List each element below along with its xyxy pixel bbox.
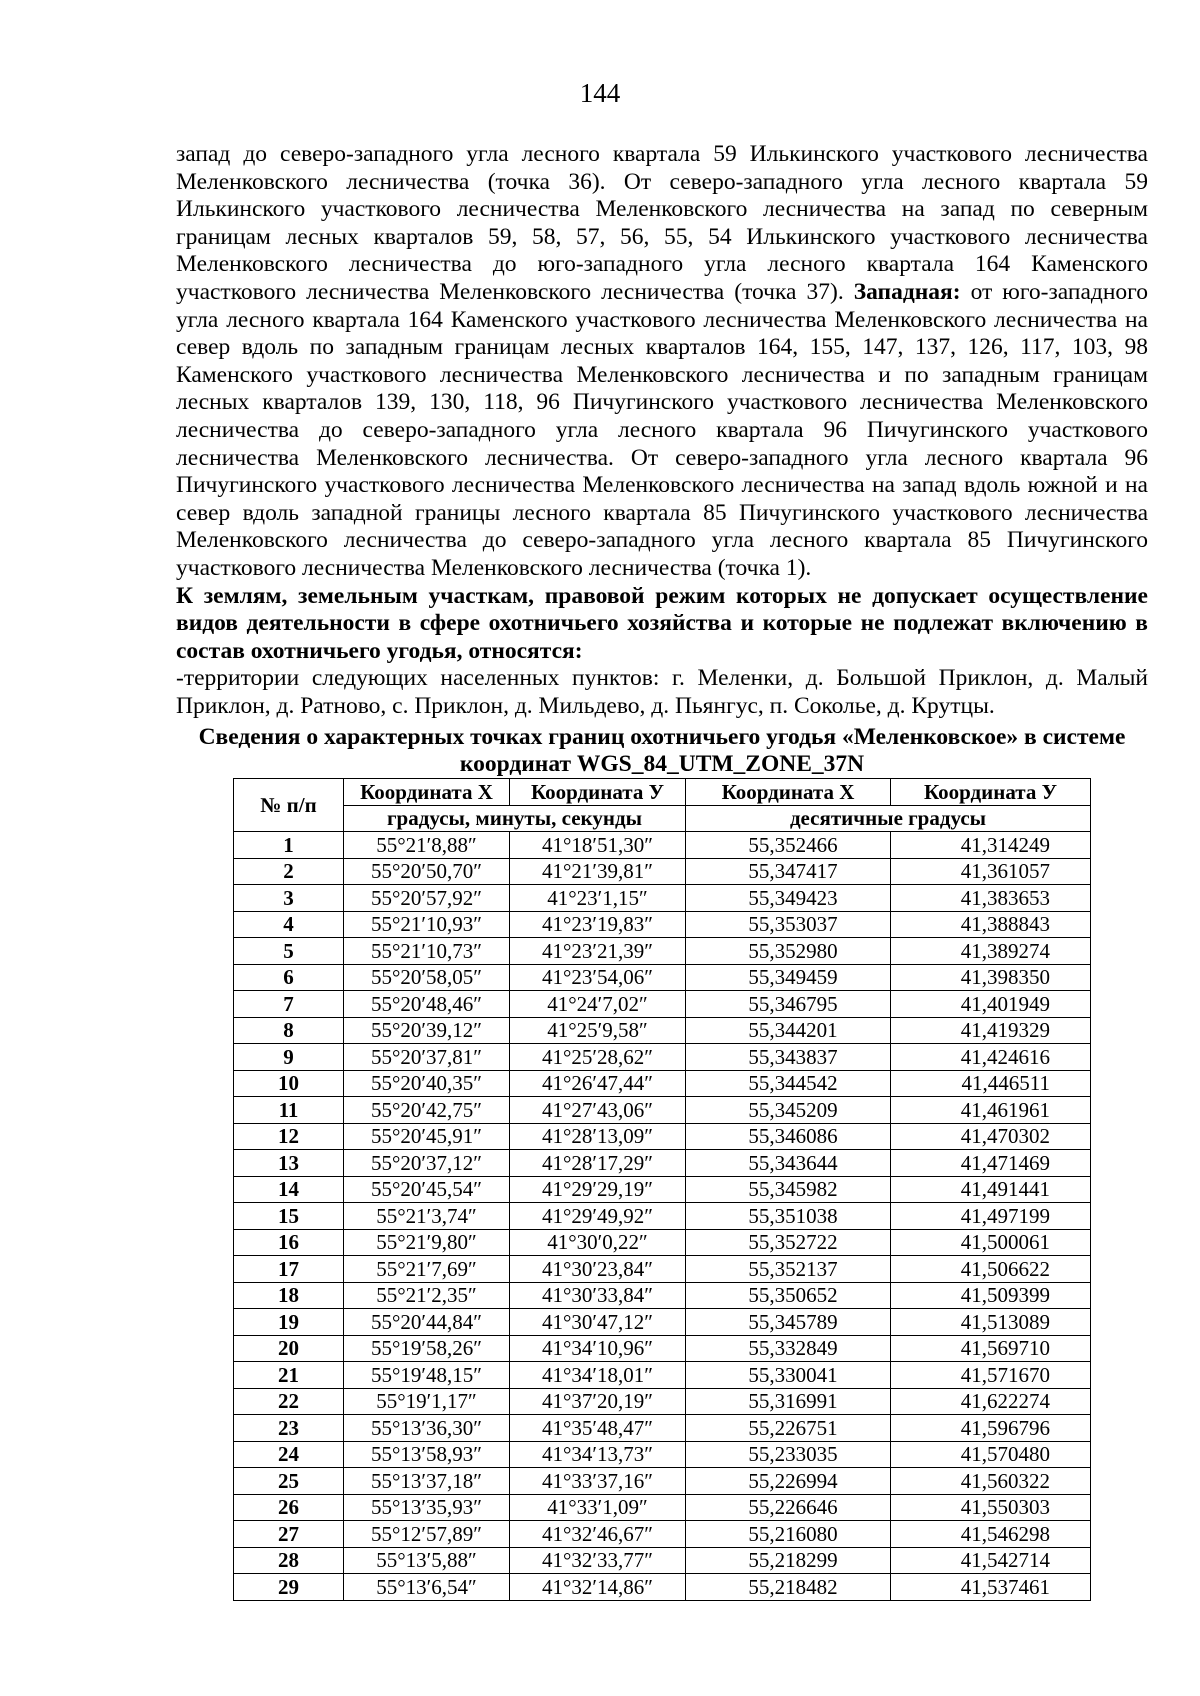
cell-coord-y-dms: 41°30′47,12″ (510, 1309, 686, 1336)
table-row (234, 1070, 1091, 1097)
cell-coord-y-decimal: 41,471469 (891, 1150, 1091, 1177)
paragraph-part-1: запад до северо-западного угла лесного квартала 59 Илькинского участкового лесничества Меленковского лесничества (точка 36). От северо-западного угла лесного квартала 59 Илькинского участкового лесничества Меленковского лесничества на запад по северным границам лесных кварталов 59, 58, 57, 56, 55, 54 Илькинского участкового лесничества Меленковского лесничества до юго-западного угла лесного квартала 164 Каменского участкового лесничества Меленковского лесничества (точка 37). (176, 141, 1148, 305)
cell-coord-x-decimal: 55,226751 (686, 1415, 891, 1442)
cell-point-number: 27 (234, 1521, 344, 1548)
table-row (234, 885, 1091, 912)
cell-coord-x-dms: 55°21′2,35″ (344, 1282, 510, 1309)
cell-coord-y-decimal: 41,491441 (891, 1176, 1091, 1203)
table-row (234, 991, 1091, 1018)
paragraph-boundary-description (176, 141, 1148, 583)
cell-coord-x-decimal: 55,349423 (686, 885, 891, 912)
cell-coord-x-decimal: 55,233035 (686, 1441, 891, 1468)
coordinates-table (233, 778, 1091, 1601)
header-decimal-group: десятичные градусы (686, 805, 1091, 832)
cell-coord-x-dms: 55°20′57,92″ (344, 885, 510, 912)
cell-coord-y-decimal: 41,542714 (891, 1547, 1091, 1574)
cell-coord-x-dms: 55°21′7,69″ (344, 1256, 510, 1283)
cell-coord-y-dms: 41°34′18,01″ (510, 1362, 686, 1389)
cell-point-number: 19 (234, 1309, 344, 1336)
cell-coord-y-dms: 41°32′33,77″ (510, 1547, 686, 1574)
cell-coord-y-decimal: 41,446511 (891, 1070, 1091, 1097)
cell-coord-x-dms: 55°13′37,18″ (344, 1468, 510, 1495)
cell-coord-y-dms: 41°24′7,02″ (510, 991, 686, 1018)
cell-point-number: 15 (234, 1203, 344, 1230)
cell-coord-x-dms: 55°20′37,81″ (344, 1044, 510, 1071)
table-row (234, 1521, 1091, 1548)
cell-coord-x-decimal: 55,330041 (686, 1362, 891, 1389)
cell-coord-y-dms: 41°28′17,29″ (510, 1150, 686, 1177)
cell-coord-y-dms: 41°26′47,44″ (510, 1070, 686, 1097)
cell-coord-x-decimal: 55,351038 (686, 1203, 891, 1230)
cell-coord-y-dms: 41°32′14,86″ (510, 1574, 686, 1601)
cell-coord-x-dms: 55°20′42,75″ (344, 1097, 510, 1124)
cell-coord-x-decimal: 55,345789 (686, 1309, 891, 1336)
cell-point-number: 17 (234, 1256, 344, 1283)
cell-coord-y-dms: 41°30′23,84″ (510, 1256, 686, 1283)
cell-coord-y-decimal: 41,570480 (891, 1441, 1091, 1468)
table-row (234, 1097, 1091, 1124)
cell-point-number: 10 (234, 1070, 344, 1097)
cell-coord-x-decimal: 55,332849 (686, 1335, 891, 1362)
excluded-lands-heading: К землям, земельным участкам, правовой режим которых не допускает осуществление видов деятельности в сфере охотничьего хозяйства и которые не подлежат включению в состав охотничьего угодья, относятся: (176, 582, 1148, 664)
cell-coord-y-dms: 41°25′28,62″ (510, 1044, 686, 1071)
cell-coord-x-dms: 55°13′58,93″ (344, 1441, 510, 1468)
table-row (234, 1415, 1091, 1442)
cell-coord-x-dms: 55°21′3,74″ (344, 1203, 510, 1230)
cell-point-number: 6 (234, 964, 344, 991)
cell-point-number: 16 (234, 1229, 344, 1256)
cell-coord-x-decimal: 55,216080 (686, 1521, 891, 1548)
cell-coord-x-dms: 55°20′48,46″ (344, 991, 510, 1018)
cell-coord-x-decimal: 55,345982 (686, 1176, 891, 1203)
cell-coord-x-dms: 55°20′37,12″ (344, 1150, 510, 1177)
territories-paragraph: -территории следующих населенных пунктов: г. Меленки, д. Большой Приклон, д. Малый Приклон, д. Ратново, с. Приклон, д. Мильдево, д. Пьянгус, п. Соколье, д. Крутцы. (176, 665, 1148, 719)
cell-coord-x-decimal: 55,349459 (686, 964, 891, 991)
cell-coord-x-decimal: 55,345209 (686, 1097, 891, 1124)
cell-point-number: 22 (234, 1388, 344, 1415)
cell-coord-y-dms: 41°33′1,09″ (510, 1494, 686, 1521)
cell-point-number: 13 (234, 1150, 344, 1177)
table-row (234, 938, 1091, 965)
cell-coord-x-decimal: 55,350652 (686, 1282, 891, 1309)
table-row (234, 1150, 1091, 1177)
table-row (234, 858, 1091, 885)
paragraph-part-2: от юго-западного угла лесного квартала 164 Каменского участкового лесничества Меленковского лесничества на север вдоль по западным границам лесных кварталов 164, 155, 147, 137, 126, 117, 103, 98 Каменского участкового лесничества Меленковского лесничества и по западным границам лесных кварталов 139, 130, 118, 96 Пичугинского участкового лесничества Меленковского лесничества до северо-западного угла лесного квартала 96 Пичугинского участкового лесничества Меленковского лесничества. От северо-западного угла лесного квартала 96 Пичугинского участкового лесничества Меленковского лесничества на запад вдоль южной и на север вдоль западной границы лесного квартала 85 Пичугинского участкового лесничества Меленковского лесничества до северо-западного угла лесного квартала 85 Пичугинского участкового лесничества Меленковского лесничества (точка 1). (176, 278, 1148, 581)
table-row (234, 1335, 1091, 1362)
cell-coord-x-decimal: 55,346086 (686, 1123, 891, 1150)
cell-coord-x-decimal: 55,226646 (686, 1494, 891, 1521)
cell-coord-y-dms: 41°30′33,84″ (510, 1282, 686, 1309)
cell-coord-y-dms: 41°23′1,15″ (510, 885, 686, 912)
header-coord-y-decimal: Координата У (891, 779, 1091, 806)
header-coord-x-decimal: Координата X (686, 779, 891, 806)
table-row (234, 964, 1091, 991)
table-row (234, 1017, 1091, 1044)
cell-coord-x-decimal: 55,346795 (686, 991, 891, 1018)
header-num: № п/п (234, 779, 344, 832)
cell-point-number: 21 (234, 1362, 344, 1389)
cell-coord-y-dms: 41°32′46,67″ (510, 1521, 686, 1548)
cell-coord-x-dms: 55°13′6,54″ (344, 1574, 510, 1601)
header-dms-group: градусы, минуты, секунды (344, 805, 686, 832)
body-text (176, 141, 1148, 720)
cell-coord-y-dms: 41°28′13,09″ (510, 1123, 686, 1150)
cell-coord-y-dms: 41°29′29,19″ (510, 1176, 686, 1203)
cell-point-number: 12 (234, 1123, 344, 1150)
cell-point-number: 29 (234, 1574, 344, 1601)
cell-coord-y-decimal: 41,569710 (891, 1335, 1091, 1362)
cell-coord-y-dms: 41°18′51,30″ (510, 832, 686, 859)
cell-coord-x-decimal: 55,344201 (686, 1017, 891, 1044)
table-row (234, 1282, 1091, 1309)
cell-coord-x-decimal: 55,226994 (686, 1468, 891, 1495)
cell-coord-y-decimal: 41,497199 (891, 1203, 1091, 1230)
table-row (234, 1494, 1091, 1521)
cell-coord-y-dms: 41°23′54,06″ (510, 964, 686, 991)
cell-coord-x-dms: 55°13′35,93″ (344, 1494, 510, 1521)
table-row (234, 1203, 1091, 1230)
cell-coord-x-dms: 55°20′45,54″ (344, 1176, 510, 1203)
cell-coord-x-dms: 55°13′5,88″ (344, 1547, 510, 1574)
cell-coord-x-dms: 55°21′8,88″ (344, 832, 510, 859)
cell-coord-x-decimal: 55,343837 (686, 1044, 891, 1071)
cell-coord-y-dms: 41°23′19,83″ (510, 911, 686, 938)
cell-coord-x-dms: 55°20′44,84″ (344, 1309, 510, 1336)
table-row (234, 1574, 1091, 1601)
cell-point-number: 18 (234, 1282, 344, 1309)
cell-coord-y-dms: 41°34′10,96″ (510, 1335, 686, 1362)
cell-coord-y-decimal: 41,419329 (891, 1017, 1091, 1044)
table-title: Сведения о характерных точках границ охотничьего угодья «Меленковское» в системе координат WGS_84_UTM_ZONE_37N (198, 724, 1126, 777)
cell-coord-y-decimal: 41,560322 (891, 1468, 1091, 1495)
cell-coord-y-decimal: 41,509399 (891, 1282, 1091, 1309)
cell-coord-y-decimal: 41,596796 (891, 1415, 1091, 1442)
cell-point-number: 2 (234, 858, 344, 885)
cell-point-number: 4 (234, 911, 344, 938)
cell-point-number: 11 (234, 1097, 344, 1124)
cell-coord-x-decimal: 55,344542 (686, 1070, 891, 1097)
table-row (234, 1362, 1091, 1389)
cell-point-number: 25 (234, 1468, 344, 1495)
table-header-row (234, 779, 1091, 806)
cell-coord-x-decimal: 55,352722 (686, 1229, 891, 1256)
cell-coord-y-dms: 41°21′39,81″ (510, 858, 686, 885)
cell-coord-y-decimal: 41,314249 (891, 832, 1091, 859)
cell-coord-x-dms: 55°20′39,12″ (344, 1017, 510, 1044)
cell-coord-x-dms: 55°20′58,05″ (344, 964, 510, 991)
table-row (234, 1468, 1091, 1495)
cell-coord-y-decimal: 41,424616 (891, 1044, 1091, 1071)
cell-point-number: 9 (234, 1044, 344, 1071)
cell-coord-y-dms: 41°33′37,16″ (510, 1468, 686, 1495)
cell-coord-x-decimal: 55,352466 (686, 832, 891, 859)
table-row (234, 1256, 1091, 1283)
cell-coord-x-dms: 55°21′10,73″ (344, 938, 510, 965)
cell-coord-y-decimal: 41,500061 (891, 1229, 1091, 1256)
cell-coord-x-dms: 55°20′45,91″ (344, 1123, 510, 1150)
cell-coord-y-decimal: 41,571670 (891, 1362, 1091, 1389)
table-row (234, 1547, 1091, 1574)
cell-coord-x-dms: 55°20′50,70″ (344, 858, 510, 885)
cell-point-number: 28 (234, 1547, 344, 1574)
cell-coord-y-decimal: 41,401949 (891, 991, 1091, 1018)
cell-coord-y-decimal: 41,388843 (891, 911, 1091, 938)
cell-point-number: 26 (234, 1494, 344, 1521)
cell-coord-x-dms: 55°13′36,30″ (344, 1415, 510, 1442)
cell-coord-x-dms: 55°19′58,26″ (344, 1335, 510, 1362)
cell-coord-x-dms: 55°12′57,89″ (344, 1521, 510, 1548)
cell-coord-y-decimal: 41,470302 (891, 1123, 1091, 1150)
cell-coord-y-dms: 41°35′48,47″ (510, 1415, 686, 1442)
cell-point-number: 23 (234, 1415, 344, 1442)
cell-point-number: 3 (234, 885, 344, 912)
cell-coord-y-dms: 41°27′43,06″ (510, 1097, 686, 1124)
table-row (234, 911, 1091, 938)
cell-point-number: 14 (234, 1176, 344, 1203)
table-row (234, 1176, 1091, 1203)
cell-point-number: 24 (234, 1441, 344, 1468)
cell-coord-x-decimal: 55,218482 (686, 1574, 891, 1601)
cell-coord-y-dms: 41°34′13,73″ (510, 1441, 686, 1468)
cell-coord-y-dms: 41°23′21,39″ (510, 938, 686, 965)
cell-coord-y-decimal: 41,550303 (891, 1494, 1091, 1521)
cell-coord-x-dms: 55°19′48,15″ (344, 1362, 510, 1389)
header-coord-y: Координата У (510, 779, 686, 806)
cell-coord-y-decimal: 41,461961 (891, 1097, 1091, 1124)
cell-coord-x-dms: 55°20′40,35″ (344, 1070, 510, 1097)
table-row (234, 1229, 1091, 1256)
cell-coord-x-dms: 55°21′10,93″ (344, 911, 510, 938)
table-subheader-row (234, 805, 1091, 832)
cell-coord-y-decimal: 41,361057 (891, 858, 1091, 885)
cell-coord-x-dms: 55°19′1,17″ (344, 1388, 510, 1415)
table-header (234, 779, 1091, 832)
cell-coord-y-decimal: 41,506622 (891, 1256, 1091, 1283)
western-boundary-label: Западная: (853, 278, 961, 305)
cell-coord-x-dms: 55°21′9,80″ (344, 1229, 510, 1256)
cell-coord-y-decimal: 41,398350 (891, 964, 1091, 991)
table-row (234, 832, 1091, 859)
table-body (234, 832, 1091, 1601)
cell-point-number: 20 (234, 1335, 344, 1362)
table-row (234, 1441, 1091, 1468)
cell-coord-x-decimal: 55,218299 (686, 1547, 891, 1574)
table-row (234, 1044, 1091, 1071)
cell-coord-y-decimal: 41,622274 (891, 1388, 1091, 1415)
header-coord-x: Координата X (344, 779, 510, 806)
table-row (234, 1309, 1091, 1336)
table-row (234, 1388, 1091, 1415)
cell-coord-x-decimal: 55,347417 (686, 858, 891, 885)
table-row (234, 1123, 1091, 1150)
cell-coord-x-decimal: 55,353037 (686, 911, 891, 938)
cell-point-number: 5 (234, 938, 344, 965)
cell-coord-x-decimal: 55,343644 (686, 1150, 891, 1177)
cell-point-number: 8 (234, 1017, 344, 1044)
cell-coord-y-decimal: 41,383653 (891, 885, 1091, 912)
cell-point-number: 7 (234, 991, 344, 1018)
page-number: 144 (579, 78, 621, 108)
cell-coord-y-decimal: 41,389274 (891, 938, 1091, 965)
cell-coord-y-dms: 41°29′49,92″ (510, 1203, 686, 1230)
cell-coord-y-decimal: 41,537461 (891, 1574, 1091, 1601)
cell-coord-x-decimal: 55,352137 (686, 1256, 891, 1283)
cell-coord-y-dms: 41°25′9,58″ (510, 1017, 686, 1044)
cell-coord-y-decimal: 41,546298 (891, 1521, 1091, 1548)
cell-coord-y-decimal: 41,513089 (891, 1309, 1091, 1336)
cell-coord-y-dms: 41°37′20,19″ (510, 1388, 686, 1415)
cell-point-number: 1 (234, 832, 344, 859)
cell-coord-x-decimal: 55,316991 (686, 1388, 891, 1415)
cell-coord-x-decimal: 55,352980 (686, 938, 891, 965)
cell-coord-y-dms: 41°30′0,22″ (510, 1229, 686, 1256)
